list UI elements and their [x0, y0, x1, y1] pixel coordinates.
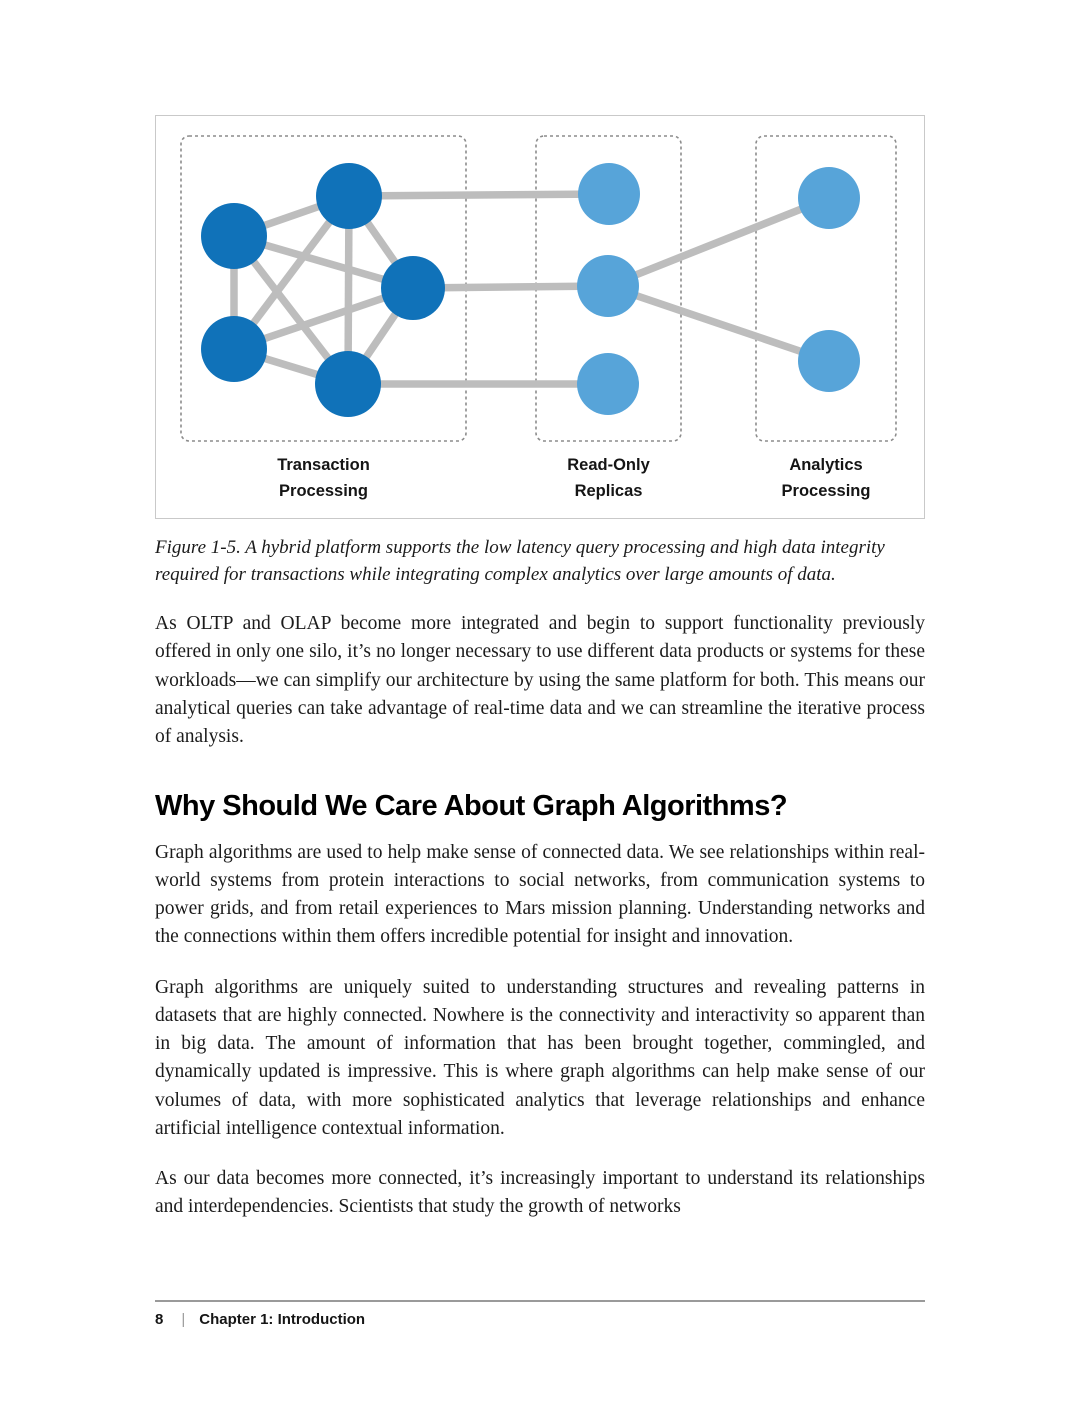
transaction-node — [315, 351, 381, 417]
body-paragraph: As our data becomes more connected, it’s increasingly important to understand its relationships and interdependencies. Scientists that study the growth of networks — [155, 1168, 925, 1218]
body-paragraph: Graph algorithms are uniquely suited to understanding structures and revealing patterns in datasets that are highly connected. Nowhere is the connectivity and interactivity so apparent than in big data. The amount of information that has been brought together, commingled, and dynamically updated is impressive. This is where graph algorithms can help make sense of our volumes of data, with more sophisticated analytics that leverage relationships and enhance artificial intelligence contextual information. — [155, 976, 925, 1139]
replica-node — [577, 255, 639, 317]
footer-separator: | — [181, 1311, 186, 1328]
label-line: Analytics — [789, 456, 863, 474]
page-footer — [155, 1300, 925, 1328]
hybrid-platform-diagram — [156, 116, 924, 446]
figure-caption: Figure 1-5. A hybrid platform supports the low latency query processing and high data integrity required for transactions while integrating complex analytics over large amounts of data. — [155, 537, 885, 585]
graph-edge — [608, 198, 829, 286]
graph-edge — [608, 286, 829, 361]
figure-group-label-read-only-replicas — [536, 452, 681, 505]
figure-group-label-transaction-processing — [181, 452, 466, 505]
page-content — [155, 115, 925, 1222]
replica-node — [798, 167, 860, 229]
label-line: Processing — [279, 482, 368, 501]
replica-node — [577, 353, 639, 415]
footer-page-number: 8 — [155, 1311, 164, 1328]
footer-chapter-title: Chapter 1: Introduction — [199, 1311, 366, 1328]
replica-node — [578, 163, 640, 225]
figure-1-5 — [155, 115, 925, 519]
section-heading: Why Should We Care About Graph Algorithms? — [155, 789, 788, 822]
transaction-node — [201, 203, 267, 269]
figure-group-label-analytics-processing — [756, 452, 896, 505]
transaction-node — [201, 316, 267, 382]
transaction-node — [316, 163, 382, 229]
footer-rule — [155, 1300, 925, 1302]
graph-edge — [349, 194, 609, 196]
replica-node — [798, 330, 860, 392]
label-line: Processing — [781, 482, 871, 501]
label-line: Read-Only — [567, 456, 650, 474]
label-line: Transaction — [277, 456, 370, 474]
label-line: Replicas — [574, 482, 643, 501]
transaction-node — [381, 256, 445, 320]
body-paragraph: Graph algorithms are used to help make sense of connected data. We see relationships within real-world systems from protein interactions to social networks, from communication systems to power grids, and from retail experiences to Mars mission planning. Understanding networks and the connections within them offers incredible potential for insight and innovation. — [155, 841, 925, 948]
intro-paragraph: As OLTP and OLAP become more integrated and begin to support functionality previously offered in only one silo, it’s no longer necessary to use different data products or systems for these workloads—we can simplify our architecture by using the same platform for both. This means our analytical queries can take advantage of real-time data and we can streamline the iterative process of analysis. — [155, 613, 925, 748]
